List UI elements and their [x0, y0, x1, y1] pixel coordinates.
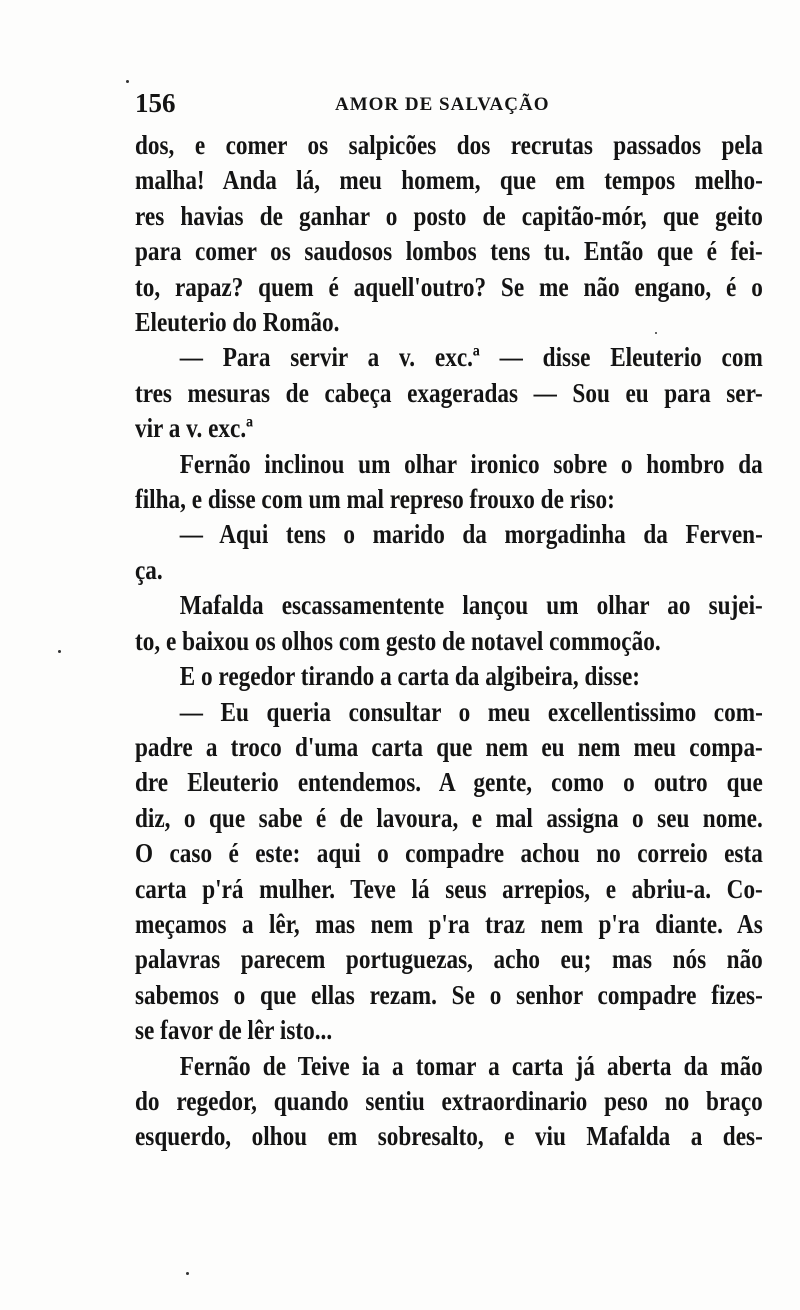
- text-line: padre a troco d'uma carta que nem eu nem meu compa-: [135, 731, 763, 762]
- running-title: AMOR DE SALVAÇÃO: [335, 94, 550, 115]
- text-line: para comer os saudosos lombos tens tu. Então que é fei-: [135, 236, 763, 267]
- text-line: — Eu queria consultar o meu excellentissimo com-: [179, 696, 763, 727]
- text-line: to, rapaz? quem é aquell'outro? Se me não engano, é o: [135, 271, 763, 302]
- paper-speck: [126, 80, 129, 83]
- page-number: 156: [135, 88, 176, 118]
- text-line: carta p'rá mulher. Teve lá seus arrepios, e abriu-a. Co-: [135, 873, 763, 904]
- text-line: res havias de ganhar o posto de capitão-mór, que geito: [135, 200, 763, 231]
- text-line: se favor de lêr isto...: [135, 1015, 333, 1046]
- text-line: meçamos a lêr, mas nem p'ra traz nem p'ra diante. As: [135, 908, 763, 939]
- text-line: E o regedor tirando a carta da algibeira, disse:: [179, 661, 641, 692]
- text-line: tres mesuras de cabeça exageradas — Sou eu para ser-: [135, 377, 763, 408]
- body-text: [135, 128, 763, 1155]
- text-line: O caso é este: aqui o compadre achou no correio esta: [135, 838, 763, 869]
- paper-speck: [58, 650, 61, 653]
- text-line: diz, o que sabe é de lavoura, e mal assigna o seu nome.: [135, 802, 763, 833]
- paper-speck: [186, 1272, 189, 1275]
- text-line: dos, e comer os salpicões dos recrutas passados pela: [135, 130, 763, 160]
- text-line: dre Eleuterio entendemos. A gente, como o outro que: [135, 767, 763, 798]
- text-line: palavras parecem portuguezas, acho eu; mas nós não: [135, 944, 763, 975]
- text-line: to, e baixou os olhos com gesto de notavel commoção.: [135, 625, 661, 656]
- text-line: esquerdo, olhou em sobresalto, e viu Mafalda a des-: [135, 1121, 763, 1152]
- text-line: vir a v. exc.ª: [135, 413, 254, 444]
- body-text-inner: [135, 128, 763, 1155]
- text-line: filha, e disse com um mal represo frouxo de riso:: [135, 484, 615, 515]
- text-line: Fernão de Teive ia a tomar a carta já aberta da mão: [179, 1050, 763, 1081]
- text-line: ça.: [135, 554, 163, 585]
- text-line: sabemos o que ellas rezam. Se o senhor compadre fizes-: [135, 979, 763, 1010]
- running-head: [135, 88, 763, 128]
- text-line: Eleuterio do Romão.: [135, 307, 340, 338]
- paper-speck: [655, 332, 657, 334]
- text-line: — Aqui tens o marido da morgadinha da Ferven-: [179, 519, 763, 550]
- text-line: malha! Anda lá, meu homem, que em tempos melho-: [135, 165, 763, 196]
- text-line: Mafalda escassamentente lançou um olhar ao sujei-: [179, 590, 763, 621]
- text-line: do regedor, quando sentiu extraordinario peso no braço: [135, 1085, 763, 1116]
- text-line: Fernão inclinou um olhar ironico sobre o hombro da: [179, 448, 763, 479]
- text-line: — Para servir a v. exc.ª — disse Eleuterio com: [179, 342, 763, 373]
